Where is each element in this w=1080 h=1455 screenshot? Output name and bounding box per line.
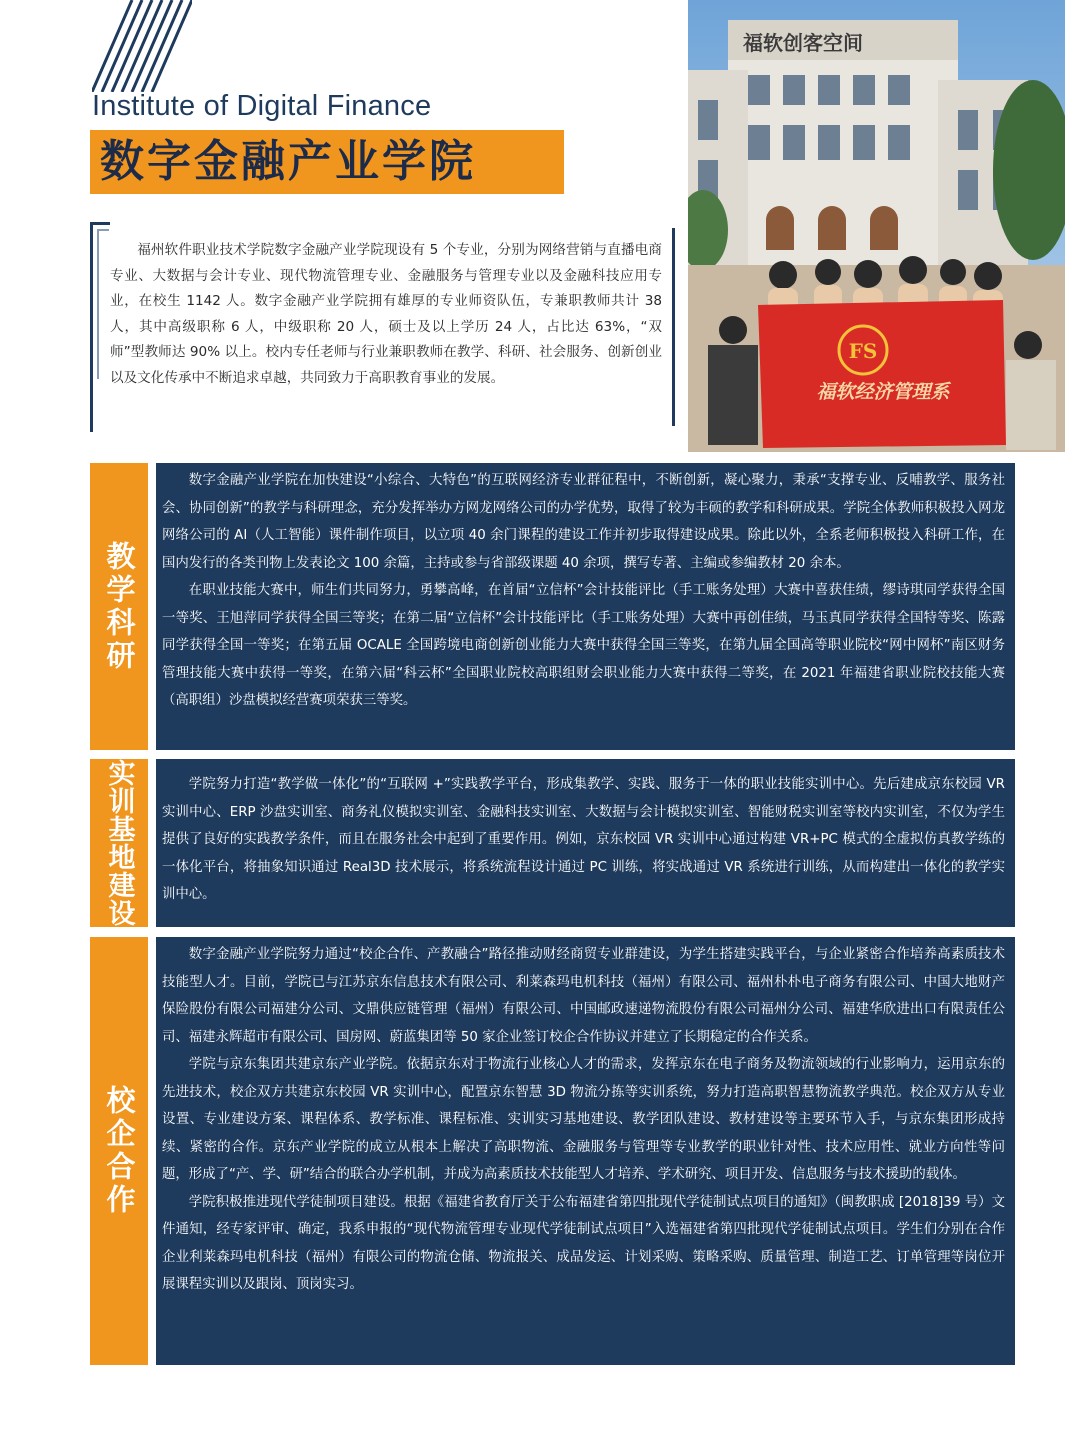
- intro-rule-decoration: [672, 228, 675, 426]
- section-paragraph: 学院与京东集团共建京东产业学院。依据京东对于物流行业核心人才的需求，发挥京东在电子商务及物流领域的行业影响力，运用京东的先进技术，校企双方共建京东校园 VR 实训中心，配置京东智慧 3D 物流分拣等实训系统，努力打造高职智慧物流教学典范。校企双方从专业设置、专业建设方案、课程体系、教学标准、课程标准、实训实习基地建设、教学团队建设、教材建设等主要环节入手，与京东集团形成持续、紧密的合作。京东产业学院的成立从根本上解决了高职物流、金融服务与管理等专业教学的职业针对性、技术应用性、就业方向性等问题，形成了“产、学、研”结合的联合办学机制，并成为高素质技术技能型人才培养、学术研究、项目开发、信息服务与技术援助的载体。: [162, 1057, 1005, 1182]
- diagonal-stripes-decoration: [92, 0, 192, 92]
- section-paragraph: 数字金融产业学院努力通过“校企合作、产教融合”路径推动财经商贸专业群建设，为学生搭建实践平台，与企业紧密合作培养高素质技术技能型人才。目前，学院已与江苏京东信息技术有限公司、利莱森玛电机科技（福州）有限公司、福州朴朴电子商务有限公司、中国大地财产保险股份有限公司福建分公司、文鼎供应链管理（福州）有限公司、中国邮政速递物流股份有限公司福州分公司、福建华欣进出口有限责任公司、福建永辉超市有限公司、国房网、蔚蓝集团等 50 家企业签订校企合作协议并建立了长期稳定的合作关系。: [162, 947, 1005, 1045]
- section-label: 校企合作: [102, 1085, 137, 1217]
- intro-paragraph: 福州软件职业技术学院数字金融产业学院现设有 5 个专业，分别为网络营销与直播电商专业、大数据与会计专业、现代物流管理专业、金融服务与管理专业以及金融科技应用专业，在校生 1142 人。数字金融产业学院拥有雄厚的专业师资队伍，专兼职教师共计 38 人，其中高级职称 6 人，中级职称 20 人，硕士及以上学历 24 人，占比达 63%，“双师”型教师达 90% 以上。校内专任老师与行业兼职教师在教学、科研、社会服务、创新创业以及文化传承中不断追求卓越，共同致力于高职教育事业的发展。: [110, 242, 662, 386]
- group-photo: [688, 0, 1065, 452]
- section-body: [156, 759, 1015, 927]
- building-sign-text: 福软创客空间: [743, 31, 863, 55]
- title-chinese: 数字金融产业学院: [90, 130, 564, 194]
- title-english: Institute of Digital Finance: [92, 90, 432, 122]
- section-training-base: [90, 759, 1015, 927]
- group-photo-illustration: [688, 0, 1065, 452]
- section-label: 实训基地建设: [103, 759, 135, 927]
- section-body: [156, 937, 1015, 1365]
- section-paragraph: 数字金融产业学院在加快建设“小综合、大特色”的互联网经济专业群征程中，不断创新，凝心聚力，秉承“支撑专业、反哺教学、服务社会、协同创新”的教学与科研理念，充分发挥举办方网龙网络公司的办学优势，取得了较为丰硕的教学和科研成果。学院全体教师积极投入网龙网络公司的 AI（人工智能）课件制作项目，以立项 40 余门课程的建设工作并初步取得建设成果。除此以外，全系老师积极投入科研工作，在国内发行的各类刊物上发表论文 100 余篇，主持或参与省部级课题 40 余项，撰写专著、主编或参编教材 20 余本。: [162, 473, 1005, 571]
- banner-text: 福软经济管理系: [816, 381, 950, 403]
- section-teaching-research: [90, 463, 1015, 750]
- section-label-tab: [90, 937, 148, 1365]
- section-body: [156, 463, 1015, 750]
- banner-emblem-text: FS: [848, 339, 878, 363]
- section-paragraph: 在职业技能大赛中，师生们共同努力，勇攀高峰，在首届“立信杯”会计技能评比（手工账务处理）大赛中喜获佳绩，缪诗琪同学获得全国一等奖、王旭萍同学获得全国三等奖；在第二届“立信杯”会计技能评比（手工账务处理）大赛中再创佳绩，马玉真同学获得全国特等奖、陈露同学获得全国一等奖；在第五届 OCALE 全国跨境电商创新创业能力大赛中获得全国三等奖，在第九届全国高等职业院校“网中网杯”南区财务管理技能大赛中获得一等奖，在第六届“科云杯”全国职业院校高职组财会职业能力大赛中获得二等奖，在 2021 年福建省职业院校技能大赛（高职组）沙盘模拟经营赛项荣获三等奖。: [162, 583, 1005, 708]
- section-label-tab: [90, 463, 148, 750]
- section-school-enterprise: [90, 937, 1015, 1365]
- intro-bracket-inner-decoration: [97, 229, 109, 379]
- section-paragraph: 学院积极推进现代学徒制项目建设。根据《福建省教育厅关于公布福建省第四批现代学徒制试点项目的通知》（闽教职成 [2018]39 号）文件通知，经专家评审、确定，我系申报的“现代物流管理专业现代学徒制试点项目”入选福建省第四批现代学徒制试点项目。学生们分别在合作企业利莱森玛电机科技（福州）有限公司的物流仓储、物流报关、成品发运、计划采购、策略采购、质量管理、制造工艺、订单管理等岗位开展课程实训以及跟岗、顶岗实习。: [162, 1194, 1005, 1292]
- section-label: 教学科研: [102, 540, 137, 673]
- section-paragraph: 学院努力打造“教学做一体化”的“互联网 +”实践教学平台，形成集教学、实践、服务于一体的职业技能实训中心。先后建成京东校园 VR 实训中心、ERP 沙盘实训室、商务礼仪模拟实训室、金融科技实训室、大数据与会计模拟实训室、智能财税实训室等校内实训室，不仅为学生提供了良好的实践教学条件，而且在服务社会中起到了重要作用。例如，京东校园 VR 实训中心通过构建 VR+PC 模式的全虚拟仿真教学练的一体化平台，将抽象知识通过 Real3D 技术展示，将系统流程设计通过 PC 训练，将实战通过 VR 系统进行训练，从而构建出一体化的教学实训中心。: [162, 777, 1005, 902]
- section-label-tab: [90, 759, 148, 927]
